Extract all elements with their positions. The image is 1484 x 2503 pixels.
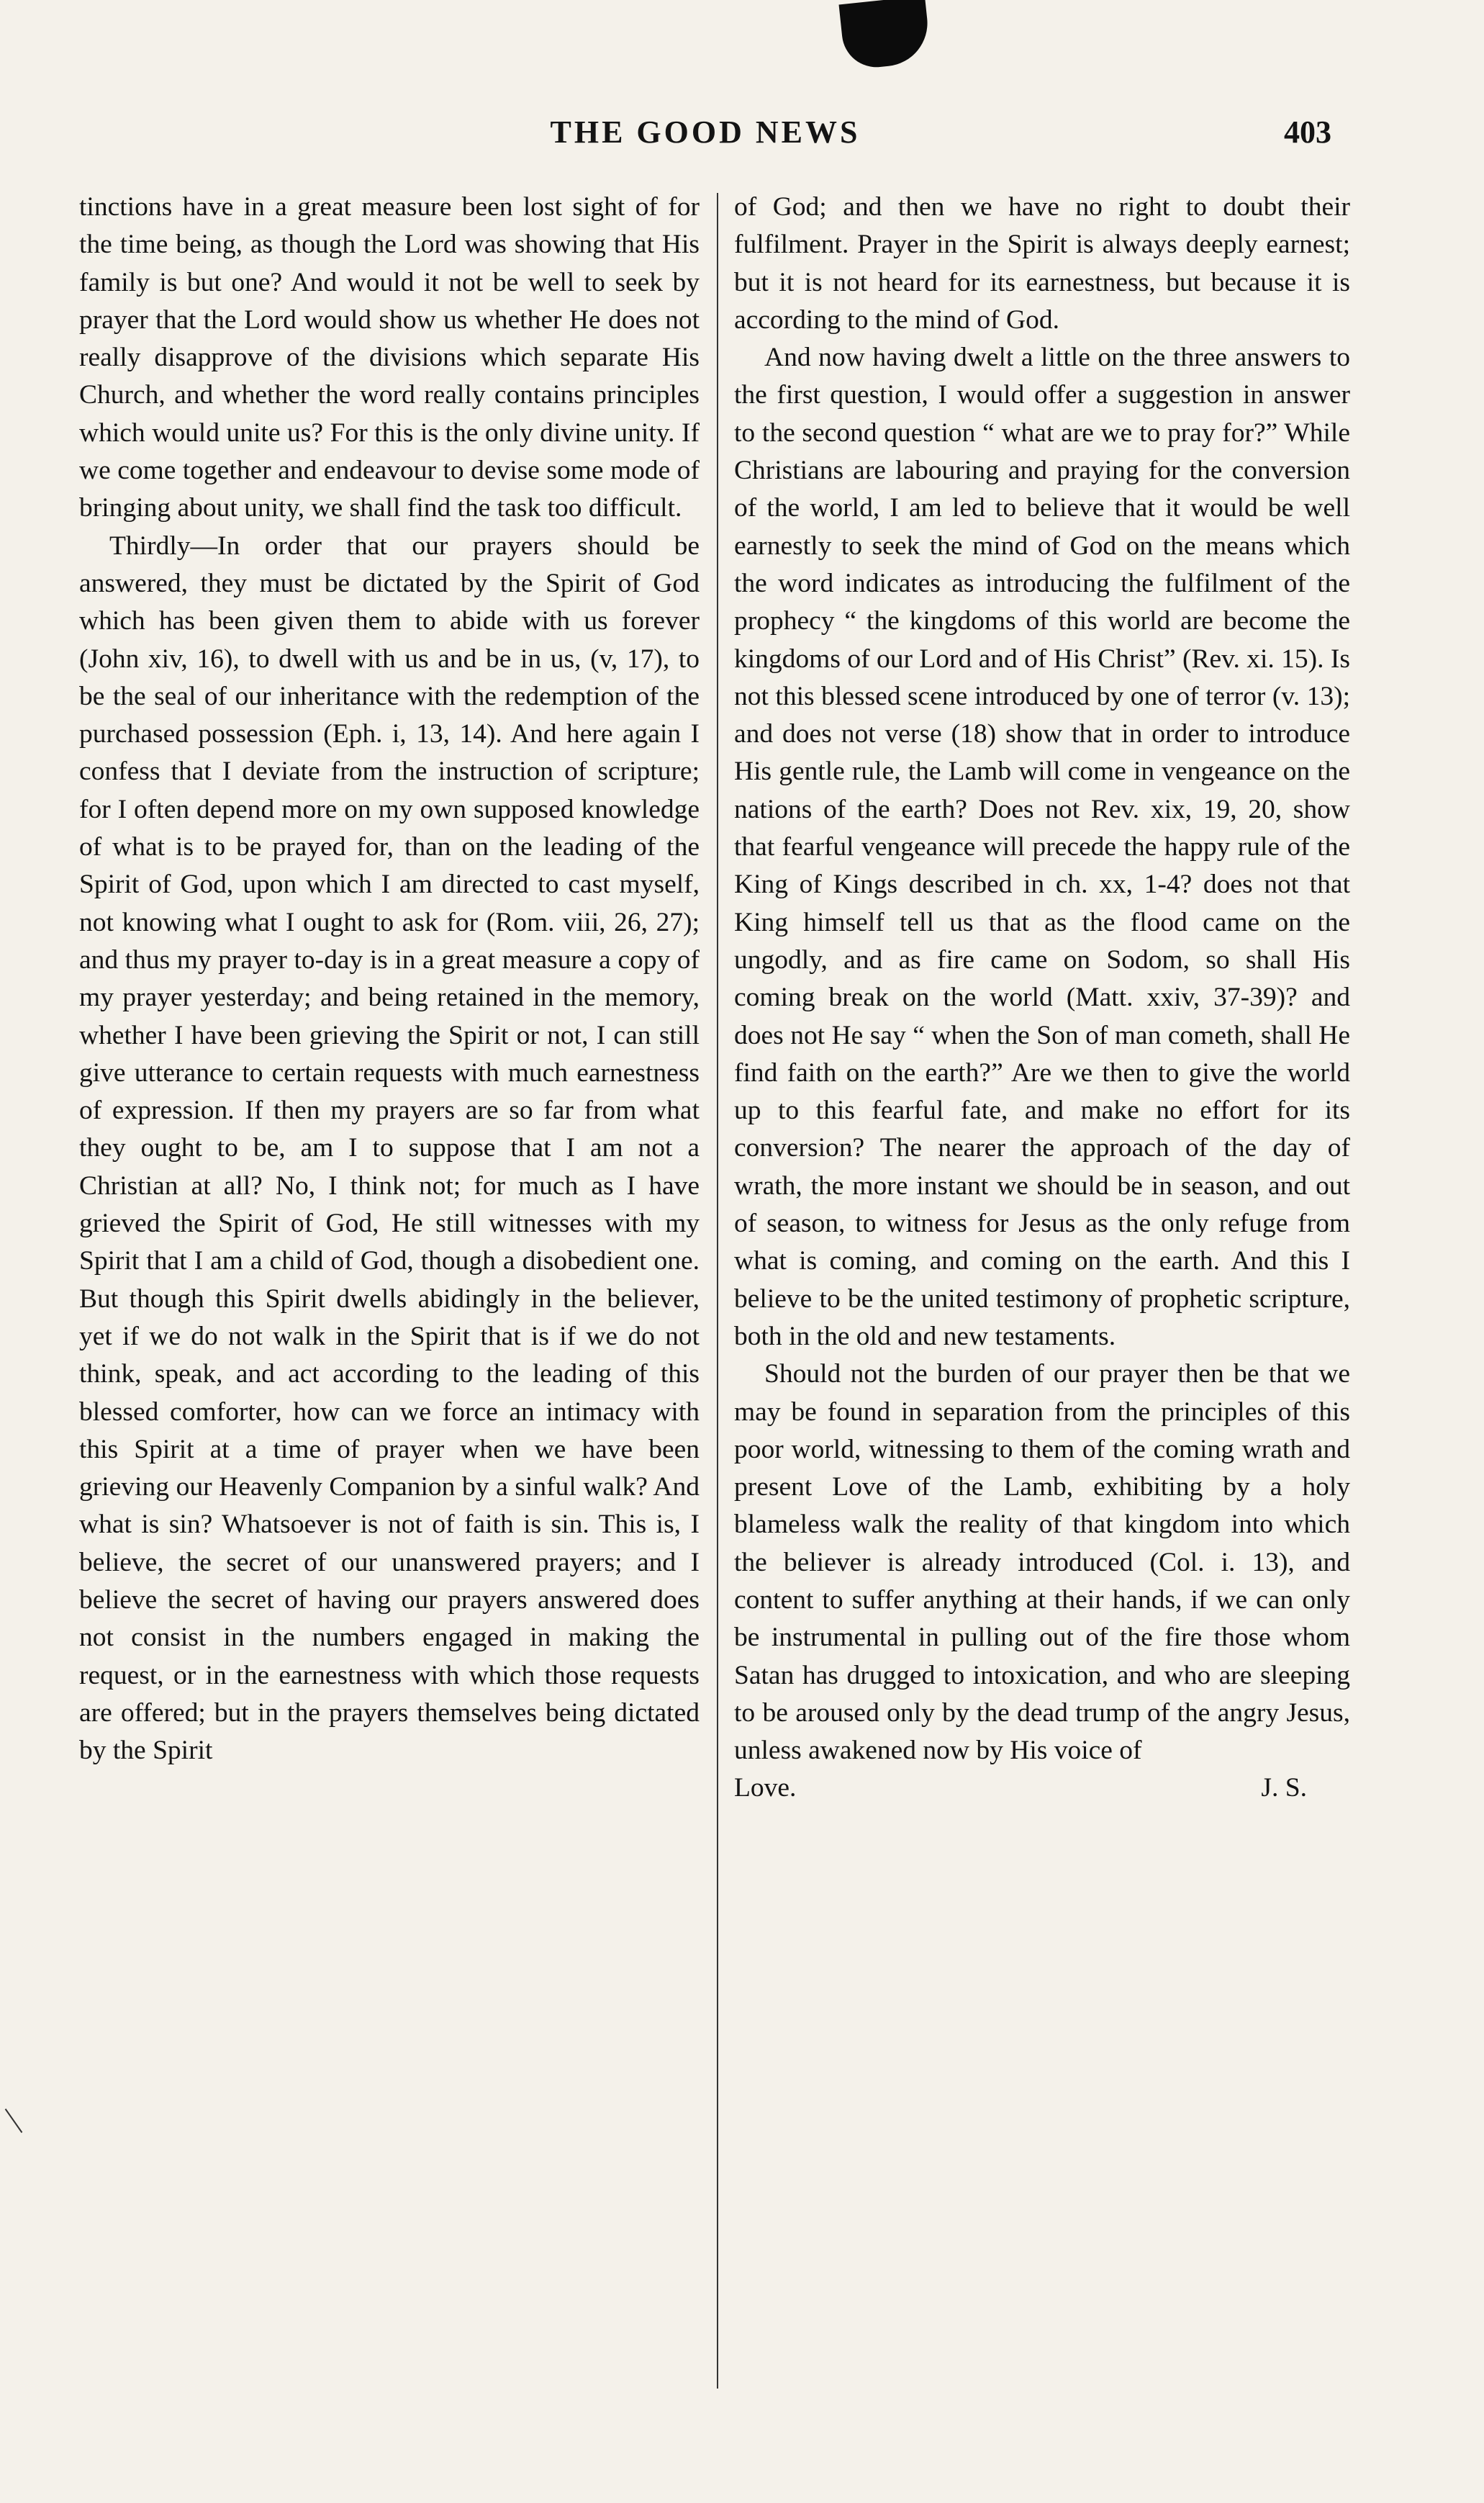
- page-header: [79, 114, 1331, 171]
- left-paragraph-2: Thirdly—In order that our prayers should be answered, they must be dictated by the Spirit of God which has been given them to abide with us forever (John xiv, 16), to dwell with us and be in us, (v, 17), to be the seal of our inheritance with the redemption of the purchased possession (Eph. i, 13, 14). And here again I confess that I deviate from the instruction of scripture; for I often depend more on my own supposed knowledge of what is to be prayed for, than on the leading of the Spirit of God, upon which I am directed to cast myself, not knowing what I ought to ask for (Rom. viii, 26, 27); and thus my prayer to-day is in a great measure a copy of my prayer yesterday; and being retained in the memory, whether I have been grieving the Spirit or not, I can still give utterance to certain requests with much earnestness of expression. If then my prayers are so far from what they ought to be, am I to suppose that I am not a Christian at all? No, I think not; for much as I have grieved the Spirit of God, He still witnesses with my Spirit that I am a child of God, though a disobedient one. But though this Spirit dwells abidingly in the believer, yet if we do not walk in the Spirit that is if we do not think, speak, and act according to the leading of this blessed comforter, how can we force an intimacy with this Spirit at a time of prayer when we have been grieving our Heavenly Companion by a sinful walk? And what is sin? Whatsoever is not of faith is sin. This is, I believe, the secret of our unanswered prayers; and I believe the secret of having our prayers answered does not consist in the numbers engaged in making the request, or in the earnestness with which those requests are offered; but in the prayers themselves being dictated by the Spirit: [79, 531, 700, 1766]
- closing-word: Love.: [734, 1773, 797, 1803]
- signoff-line: [734, 1769, 1350, 1807]
- right-paragraph-1: of God; and then we have no right to doubt their fulfilment. Prayer in the Spirit is always deeply earnest; but it is not heard for its earnestness, but because it is according to the mind of God.: [734, 192, 1350, 335]
- left-paragraph-1: tinctions have in a great measure been lost sight of for the time being, as though the Lord was showing that His family is but one? And would it not be well to seek by prayer that the Lord would show us whether He does not really disapprove of the divisions which separate His Church, and whether the word really contains principles which would unite us? For this is the only divine unity. If we come together and endeavour to devise some mode of bringing about unity, we shall find the task too difficult.: [79, 192, 700, 523]
- page-number: 403: [1284, 114, 1331, 150]
- column-divider: [717, 193, 718, 2389]
- right-column: [734, 189, 1350, 1808]
- margin-mark: [5, 2109, 23, 2133]
- ink-blot: [839, 0, 932, 71]
- right-paragraph-3: Should not the burden of our prayer then be that we may be found in separation from the principles of this poor world, witnessing to them of the coming wrath and present Love of the Lamb, exhibiting by a holy blameless walk the reality of that kingdom into which the believer is already introduced (Col. i. 13), and content to suffer anything at their hands, if we can only be instrumental in pulling out of the fire those whom Satan has drugged to intoxication, and who are sleeping to be aroused only by the dead trump of the angry Jesus, unless awakened now by His voice of: [734, 1359, 1350, 1766]
- running-title: THE GOOD NEWS: [550, 114, 861, 150]
- right-paragraph-2: And now having dwelt a little on the three answers to the first question, I would offer a suggestion in answer to the second question “ what are we to pray for?” While Christians are labouring and praying for the conversion of the world, I am led to believe that it would be well earnestly to seek the mind of God on the means which the word indicates as introducing the fulfilment of the prophecy “ the kingdoms of this world are become the kingdoms of our Lord and of His Christ” (Rev. xi. 15). Is not this blessed scene introduced by one of terror (v. 13); and does not verse (18) show that in order to introduce His gentle rule, the Lamb will come in vengeance on the nations of the earth? Does not Rev. xix, 19, 20, show that fearful vengeance will precede the happy rule of the King of Kings described in ch. xx, 1-4? does not that King himself tell us that as the flood came on the ungodly, and as fire came on Sodom, so shall His coming break on the world (Matt. xxiv, 37-39)? and does not He say “ when the Son of man cometh, shall He find faith on the earth?” Are we then to give the world up to this fearful fate, and make no effort for its conversion? The nearer the approach of the day of wrath, the more instant we should be in season, and out of season, to witness for Jesus as the only refuge from what is coming, and coming on the earth. And this I believe to be the united testimony of prophetic scripture, both in the old and new testaments.: [734, 343, 1350, 1351]
- author-signature: J. S.: [1261, 1773, 1307, 1803]
- left-column: [79, 189, 700, 1769]
